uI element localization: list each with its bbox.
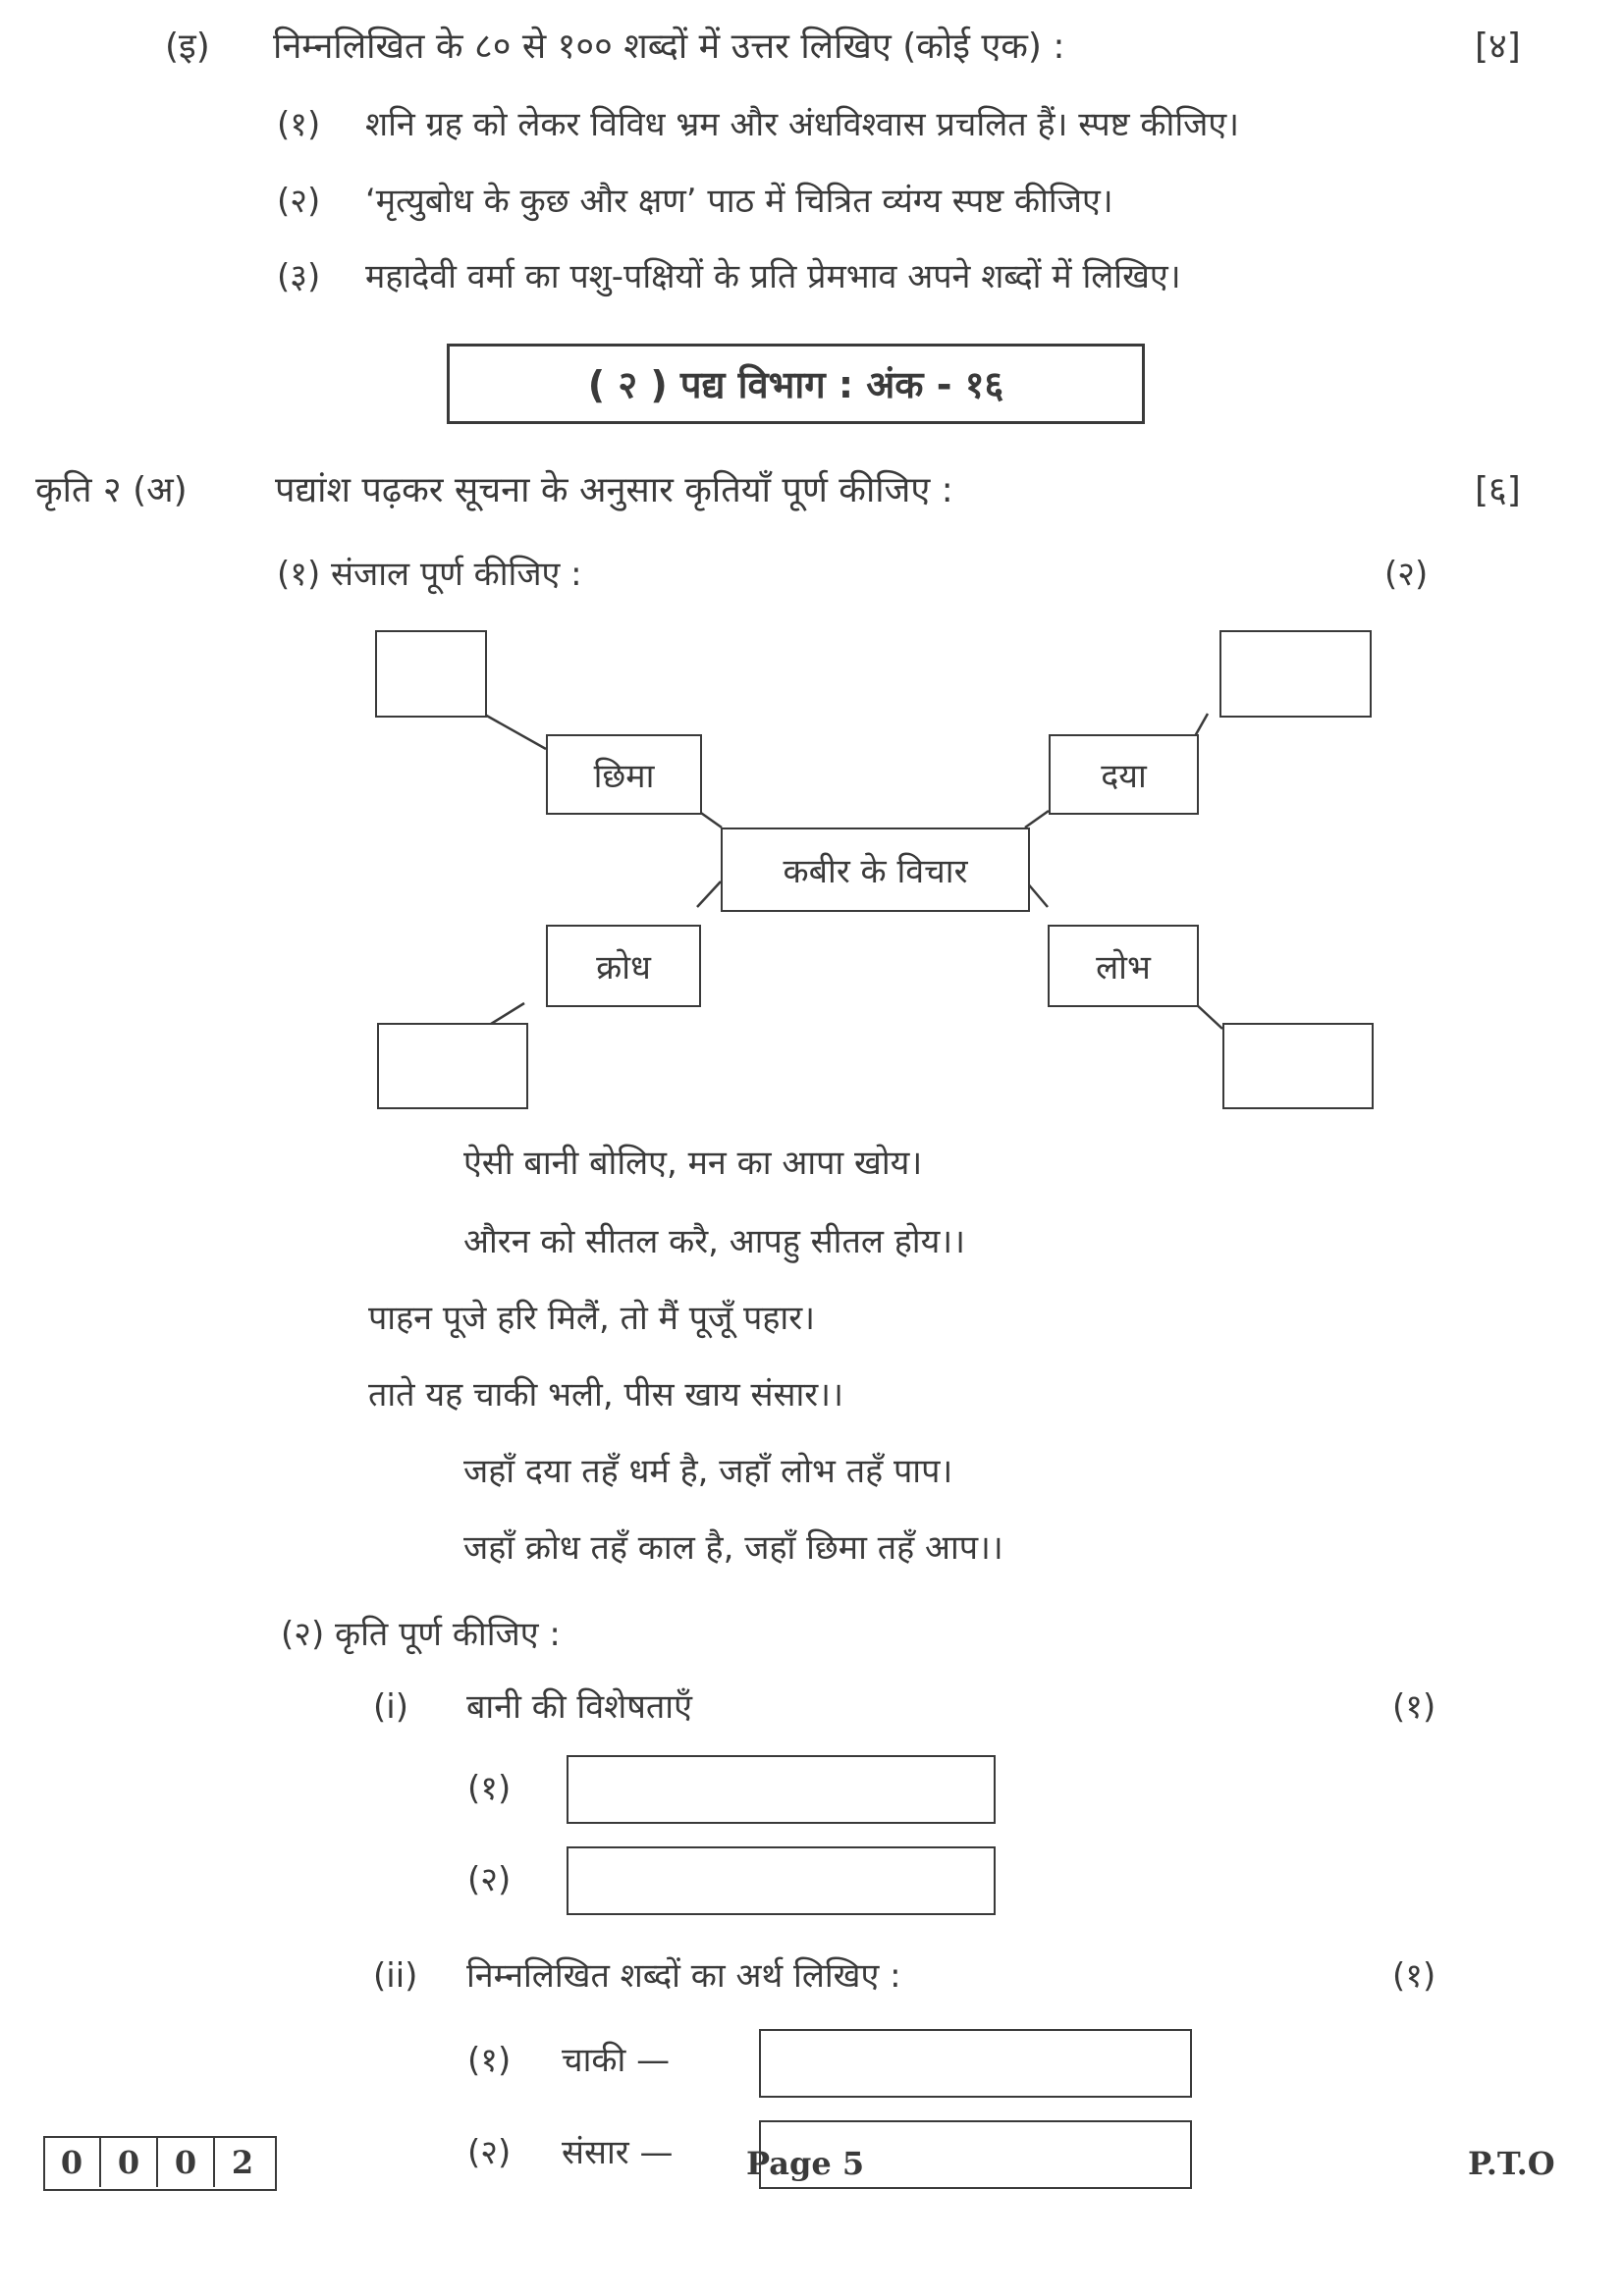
sub2-i-marks: (१)	[1392, 1687, 1436, 1727]
web-blank-bottom-right[interactable]	[1222, 1023, 1374, 1109]
sub2-i-label: (i)	[373, 1687, 408, 1727]
sub2-ii-text: निम्नलिखित शब्दों का अर्थ लिखिए :	[466, 1956, 901, 1996]
option-3-text: महादेवी वर्मा का पशु-पक्षियों के प्रति प्रेमभाव अपने शब्दों में लिखिए।	[365, 257, 1181, 296]
sub1-label: (१) संजाल पूर्ण कीजिए :	[277, 555, 582, 594]
web-node-bottom-right: लोभ	[1048, 925, 1199, 1007]
sub1-marks: (२)	[1384, 555, 1429, 594]
question-e-label: (इ)	[165, 27, 210, 67]
page-number: Page 5	[746, 2145, 865, 2182]
page-code-divider	[99, 2138, 101, 2187]
section-heading: ( २ ) पद्य विभाग : अंक - १६	[447, 344, 1145, 424]
sub2-ii-label: (ii)	[373, 1956, 418, 1996]
option-1-num: (१)	[277, 105, 321, 144]
page-code-digit-3: 0	[174, 2144, 197, 2181]
sub2-label: (२) कृति पूर्ण कीजिए :	[281, 1615, 561, 1654]
page-code-digit-4: 2	[231, 2144, 254, 2181]
option-3-num: (३)	[277, 257, 321, 296]
poem-line-4: ताते यह चाकी भली, पीस खाय संसार।।	[368, 1375, 843, 1415]
question-2a-marks: [६]	[1475, 470, 1521, 510]
pto-label: P.T.O	[1468, 2145, 1555, 2182]
poem-line-5: जहाँ दया तहँ धर्म है, जहाँ लोभ तहँ पाप।	[463, 1452, 953, 1491]
web-node-top-left: छिमा	[546, 734, 702, 815]
sub2-i-item-2-num: (२)	[467, 1860, 512, 1899]
sub2-ii-item-2-num: (२)	[467, 2133, 512, 2172]
question-e-marks: [४]	[1475, 27, 1521, 67]
web-blank-bottom-left[interactable]	[377, 1023, 528, 1109]
sub2-ii-item-1-word: चाकी —	[562, 2041, 671, 2080]
web-blank-top-right[interactable]	[1219, 630, 1372, 718]
option-2-text: ‘मृत्युबोध के कुछ और क्षण’ पाठ में चित्रित व्यंग्य स्पष्ट कीजिए।	[365, 182, 1113, 221]
question-e-text: निम्नलिखित के ८० से १०० शब्दों में उत्तर लिखिए (कोई एक) :	[273, 27, 1065, 67]
question-2a-text: पद्यांश पढ़कर सूचना के अनुसार कृतियाँ पूर्ण कीजिए :	[275, 470, 953, 510]
option-1-text: शनि ग्रह को लेकर विविध भ्रम और अंधविश्वास प्रचलित हैं। स्पष्ट कीजिए।	[365, 105, 1240, 144]
question-2a-label: कृति २ (अ)	[35, 470, 188, 510]
web-blank-top-left[interactable]	[375, 630, 487, 718]
poem-line-3: पाहन पूजे हरि मिलैं, तो मैं पूजूँ पहार।	[368, 1299, 816, 1338]
web-center: कबीर के विचार	[721, 828, 1030, 912]
sub2-i-answer-2[interactable]	[567, 1846, 996, 1915]
page-code-divider	[156, 2138, 158, 2187]
sub2-ii-answer-1[interactable]	[759, 2029, 1192, 2098]
option-2-num: (२)	[277, 182, 321, 221]
sub2-i-answer-1[interactable]	[567, 1755, 996, 1824]
page-code-digit-1: 0	[60, 2144, 83, 2181]
web-node-bottom-left: क्रोध	[546, 925, 701, 1007]
sub2-i-text: बानी की विशेषताएँ	[466, 1687, 692, 1727]
poem-line-2: औरन को सीतल करै, आपहु सीतल होय।।	[463, 1222, 966, 1261]
poem-line-6: जहाँ क्रोध तहँ काल है, जहाँ छिमा तहँ आप।।	[463, 1528, 1003, 1568]
sub2-ii-marks: (१)	[1392, 1956, 1436, 1996]
sub2-ii-item-1-num: (१)	[467, 2041, 512, 2080]
sub2-i-item-1-num: (१)	[467, 1769, 512, 1808]
web-node-top-right: दया	[1049, 734, 1199, 815]
poem-line-1: ऐसी बानी बोलिए, मन का आपा खोय।	[463, 1144, 923, 1183]
page-code-divider	[213, 2138, 215, 2187]
sub2-ii-item-2-word: संसार —	[562, 2133, 674, 2172]
page-code-digit-2: 0	[117, 2144, 140, 2181]
